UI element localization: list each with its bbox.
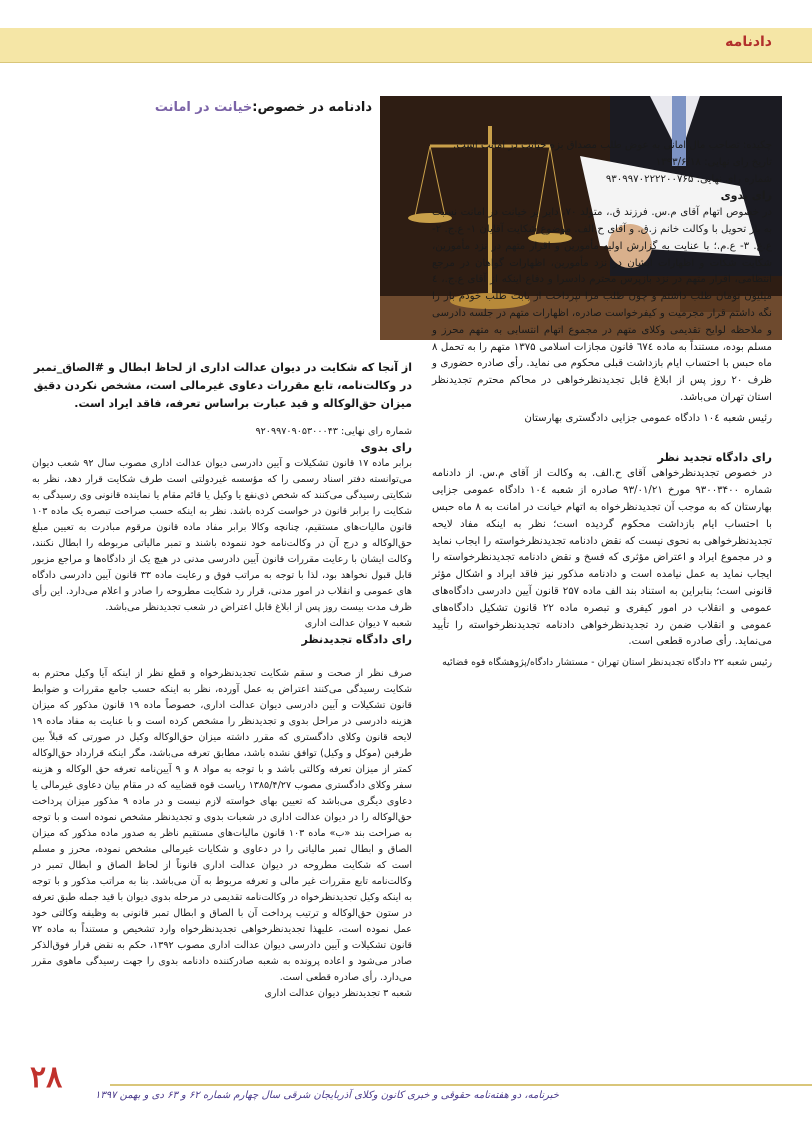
journal-footer: خبرنامه، دو هفته‌نامه حقوقی و خبری کانون وکلای آذربایجان شرقی سال چهارم شماره ۶۲ و ۶۳ دی و بهمن ۱۳۹۷ bbox=[95, 1090, 559, 1101]
right-column bbox=[432, 138, 772, 672]
title-accent: خیانت در امانت bbox=[154, 100, 253, 115]
heading-initial-ruling: رای بدوی bbox=[720, 189, 772, 203]
highlight-caption: از آنجا که شکایت در دیوان عدالت اداری از لحاظ ابطال و #الصاق_تمبر در وکالت‌نامه، تابع مقررات دعاوی غیرمالی است، مشخص نکردن دقیق میزان حق‌الوکاله و قید عبارت براساس تعرفه، فاقد ایراد است. bbox=[33, 361, 412, 410]
number-label: شماره رای نهایی: ۹۳۰۹۹۷۰۲۲۲۲۰۰۷۶۵ bbox=[605, 173, 772, 185]
left-column bbox=[32, 348, 412, 1002]
left-appeal-body: صرف نظر از صحت و سقم شکایت تجدیدنظرخواه و قطع نظر از اینکه آیا وکیل محترم به شکایت رسیدگی می‌کنند اعتراض به عمل آورده، نظر به اینکه حسب جامع مقررات و ضوابط قانون تشکیلات و آیین دادرسی دیوان عدالت اداری، خصوصاً ماده ۱۹ قانون مذکور که میزان هزینه دادرسی در مراحل بدوی و تجدیدنظر را مشخص کرده است و با عنایت به مفاد ماده ۱۹ لایحه قانون وکلای دادگستری که مقرر داشته میزان حق‌الوکاله وکیل در صورتی که قبلاً بین طرفین (موکل و وکیل) توافق نشده باشد، مطابق تعرفه می‌باشد، مگر اینکه قرارداد حق‌الوکاله کمتر از میزان تعرفه وکالتی باشد و با توجه به مواد ۸ و ۹ آیین‌نامه تعرفه حق الوکاله و هزینه سفر وکلای دادگستری مصوب ۱۳۸۵/۴/۲۷ ریاست قوه قضاییه که در مقام بیان دعاوی غیرمالی یا دعاوی دیگری می‌باشد که تعیین بهای خواسته لازم نیست و در ماده ۹ مذکور میزان پرداخت حق‌الوکاله را در دیوان عدالت اداری در شعبات بدوی و تجدیدنظر مشخص نموده است و با توجه به صراحت بند «ب» ماده ۱۰۳ قانون مالیات‌های مستقیم ناظر به صدور ماده مذکور که میزان الصاق و ابطال تمبر مالیاتی را در دعاوی و شکایات غیرمالی مشخص نموده، محرز و مسلم است که شکایت مطروحه در دیوان عدالت اداری قانوناً از لحاظ الصاق و ابطال تمبر در وکالت‌نامه تابع مقررات غیر مالی و تعرفه مربوط به آن می‌باشد. بنا به مراتب مذکور و با توجه به اینکه وکیل تجدیدنظرخواه در وکالت‌نامه تقدیمی در مرحله بدوی دیوان با قید جمله طبق تعرفه در ستون حق‌الوکاله و ترتیب پرداخت آن با الصاق و ابطال تمبر قانونی به وظیفه وکالتی خود عمل نموده است، علیهذا تجدیدنظرخواهی تجدیدنظرخواه وارد تشخیص و مستنداً به ماده ۷۲ قانون تشکیلات و آیین دادرسی دیوان عدالت اداری مصوب ۱۳۹۲، حکم به نقض قرار فوق‌الذکر صادر می‌شود و اعاده پرونده به شعبه صادرکننده دادنامه بدوی را جهت رسیدگی ماهوی مقرر می‌دارد. رأی صادره قطعی است. bbox=[32, 668, 413, 983]
left-appeal-signature: شعبه ۳ تجدیدنظر دیوان عدالت اداری bbox=[264, 988, 412, 999]
left-initial-signature: شعبه ۷ دیوان عدالت اداری bbox=[304, 618, 412, 629]
left-heading-initial: رای بدوی bbox=[360, 441, 412, 454]
page-number: ۲۸ bbox=[30, 1060, 63, 1095]
left-initial-body: برابر ماده ۱۷ قانون تشکیلات و آیین دادرسی دیوان عدالت اداری مصوب سال ۹۲ شعب دیوان می‌توانسته دفتر اسناد رسمی را که مؤسسه غیردولتی است طرف شکایت قرار دهد، نظر به شکایتی رسیدگی می‌کنند که شخص ذی‌نفع یا وکیل یا قائم مقام یا نماینده قانونی وی رسیدگی به شکایت را برابر قانون در خواست کرده باشد. نظر به اینکه حسب صراحت تبصره یک ماده ۱۰۳ قانون مالیات‌های مستقیم، چنانچه وکالا برابر مفاد ماده قانون مرقوم مبادرت به تعیین مبلغ حق‌الوکاله و درج آن در وکالت‌نامه خود ننموده باشند و تمبر مالیاتی مربوطه را ابطال نکنند، وکالت ایشان با رعایت مقررات قانون آیین دادرسی مدنی در هیچ یک از دادگاه‌ها و مراجع مزبور قابل قبول نخواهد بود، لذا با توجه به مراتب فوق و رعایت ماده ۳۳ قانون آیین دادرسی دادگاه های عمومی و انقلاب در امور مدنی، قرار رد شکایت مطروحه را صادر و اعلام می‌دارد. این رأی ظرف مدت بیست روز پس از ابلاغ قابل اعتراض در شعب تجدیدنظر می‌باشد. bbox=[32, 458, 412, 613]
section-header-bar bbox=[0, 28, 812, 63]
appeal-ruling-body: در خصوص تجدیدنظرخواهی آقای ح.الف. به وکالت از آقای م.س. از دادنامه شماره ۹۳۰۰۳۴۰۰ مورخ ۹۳/۰۱/۲۱ صادره از شعبه ١٠٤ دادگاه عمومی جزایی بهارستان که به موجب آن تجدیدنظرخواه به اتهام خیانت در امانت به ۸ ماه حبس با احتساب ایام بازداشت محکوم گردیده است؛ نظر به اینکه مفاد لایحه تجدیدنظرخواهی به نحوی نیست که نقض دادنامه تجدیدنظرخواسته را ایجاب نماید و در مجموع ایراد و اعتراض مؤثری که فسخ و نقض دادنامه تجدیدنظرخواسته را ایجاب نماید به عمل نیامده است و دادنامه مذکور نیز فاقد ایراد و اشکال مؤثر قانونی است؛ بنابراین به استناد بند الف ماده ۲۵۷ قانون آیین دادرسی دادگاه‌های عمومی و انقلاب در امور کیفری و تبصره ماده ۲۲ قانون تشکیل دادگاه‌های عمومی و انقلاب ضمن رد تجدیدنظرخواهی دادنامه تجدیدنظرخواسته را تأیید می‌نماید. رأی صادره قطعی است. bbox=[432, 468, 772, 648]
heading-appeal-ruling: رای دادگاه تجدید نظر bbox=[657, 450, 772, 464]
appeal-ruling-signature: رئیس شعبه ۲۲ دادگاه تجدیدنظر استان تهران - مستشار دادگاه/پژوهشگاه قوه قضائیه bbox=[442, 657, 772, 669]
left-heading-appeal: رای دادگاه تجدیدنظر bbox=[301, 633, 412, 646]
initial-ruling-body: در خصوص اتهام آقای م.س. فرزند ق.، متولد ۷۰، دایر بر خیانت در امانت نسبت به بار تحویل با وکالت خانم ز.ق. و آقای ح.الف. موضوع شکایت آقایان ۱- ع.ج. ۲- ع.ع. ۳- ع.م.؛ با عنایت به گزارش اولیه مأمورین و اقرار متهم در نزد مأمورین، شکایت شکات و اظهارات ایشان در نزد مأمورین، اظهارات گواهان در مرجع انتظامی، اقرار متهم در نزد بازپرس محترم دادسرا و دفاع اینکه از آقای ع.ج.، ٤ میلیون تومان طلب داشتم و چون طلب مرا نپرداخت از بابت طلب خودم بار را نگه داشتم قرار مجرمیت و کیفرخواست صادره، اظهارات متهم در جلسه دادرسی و ملاحظه لوایح تقدیمی وکلای متهم در مجموع اتهام انتسابی به متهم محرز و مسلم بوده، مستنداً به ماده ٦٧٤ قانون مجازات اسلامی ۱۳۷۵ متهم را به تحمل ۸ ماه حبس با احتساب ایام بازداشت قبلی محکوم می نماید. رأی صادره حضوری و ظرف ۲۰ روز پس از ابلاغ قابل تجدیدنظرخواهی در محاکم محترم تجدیدنظر استان تهران می‌باشد. bbox=[432, 207, 773, 403]
article-title bbox=[32, 100, 372, 115]
date-label: تاریخ رای نهایی: ۱۳۹۳/۶/۱۸ bbox=[655, 156, 772, 168]
title-prefix: دادنامه در خصوص: bbox=[252, 100, 372, 115]
left-number-label: شماره رای نهایی: ۹۲۰۹۹۷۰۹۰۵۳۰۰۰۴۳ bbox=[255, 426, 412, 437]
footer-divider bbox=[110, 1084, 812, 1086]
section-title: دادنامه bbox=[725, 34, 772, 50]
summary-text: چکیده: تصاحب مال امانی به عوض طلب مصداق بزه خیانت در امانت است. bbox=[453, 140, 772, 151]
initial-ruling-signature: رئیس شعبه ١٠٤ دادگاه عمومی جزایی دادگستری بهارستان bbox=[524, 412, 772, 424]
